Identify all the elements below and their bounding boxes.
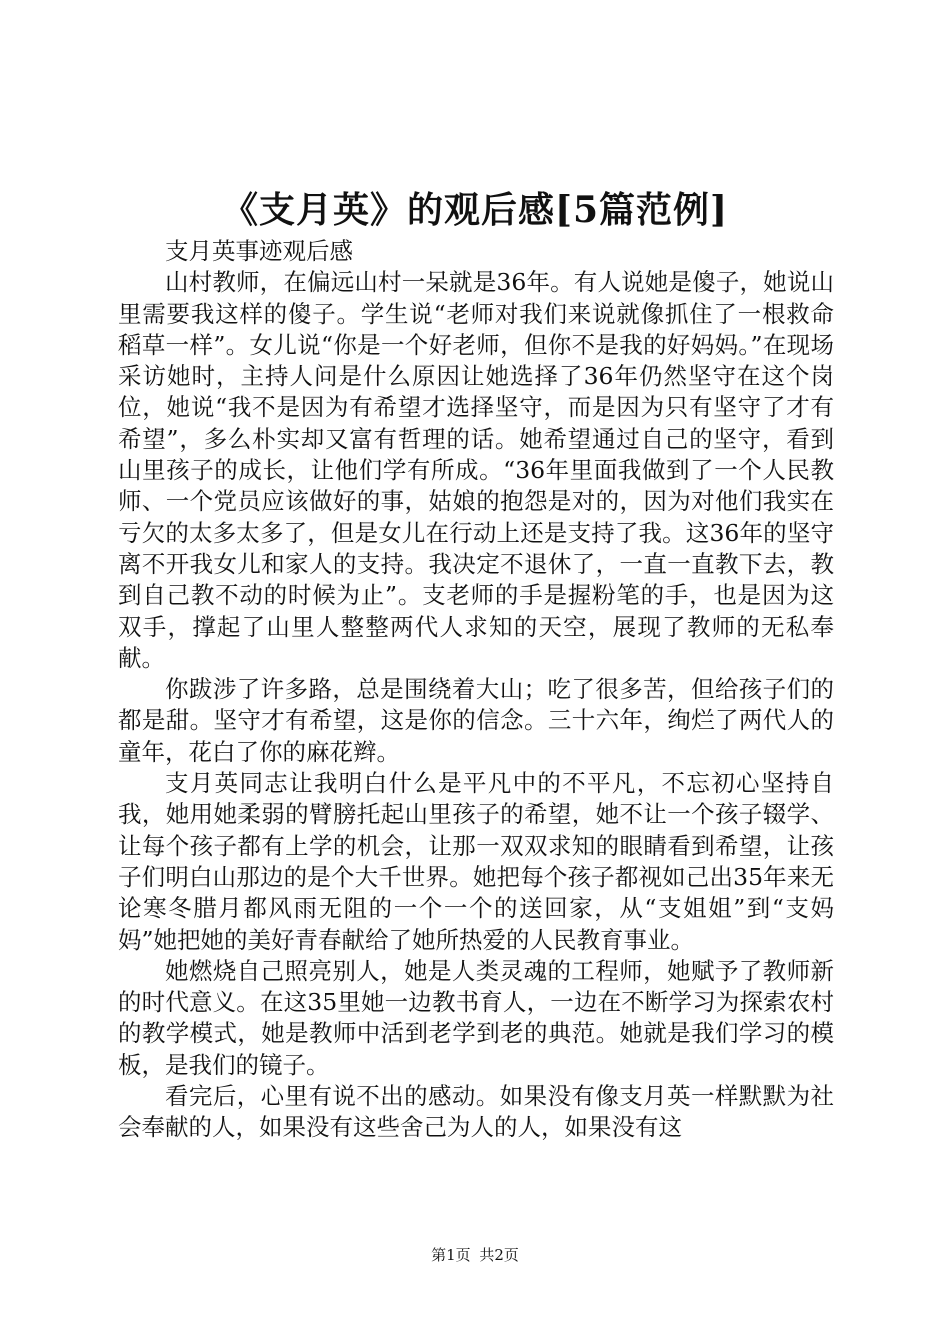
paragraph: 你跋涉了许多路，总是围绕着大山；吃了很多苦，但给孩子们的都是甜。坚守才有希望，这是你的信念。三十六年，绚烂了两代人的童年，花白了你的麻花辫。 xyxy=(118,675,834,766)
paragraph: 看完后，心里有说不出的感动。如果没有像支月英一样默默为社会奉献的人，如果没有这些舍己为人的人，如果没有这 xyxy=(118,1082,834,1142)
page-total: 共2页 xyxy=(479,1246,519,1264)
page-number: 第1页 xyxy=(431,1246,471,1264)
paragraph: 她燃烧自己照亮别人，她是人类灵魂的工程师，她赋予了教师新的时代意义。在这35里她一边教书育人，一边在不断学习为探索农村的教学模式，她是教师中活到老学到老的典范。她就是我们学习的模板，是我们的镜子。 xyxy=(118,956,834,1079)
paragraph: 支月英同志让我明白什么是平凡中的不平凡，不忘初心坚持自我，她用她柔弱的臂膀托起山里孩子的希望，她不让一个孩子辍学、让每个孩子都有上学的机会，让那一双双求知的眼睛看到希望，让孩子们明白山那边的是个大千世界。她把每个孩子都视如己出35年来无论寒冬腊月都风雨无阻的一个一个的送回家，从“支姐姐”到“支妈妈”她把她的美好青春献给了她所热爱的人民教育事业。 xyxy=(118,769,834,954)
paragraph-subtitle: 支月英事迹观后感 xyxy=(165,237,353,265)
document-body xyxy=(118,236,834,1144)
page-footer xyxy=(0,1245,950,1265)
document-title: 《支月英》的观后感[5篇范例] xyxy=(221,189,729,231)
paragraph: 山村教师，在偏远山村一呆就是36年。有人说她是傻子，她说山里需要我这样的傻子。学生说“老师对我们来说就像抓住了一根救命稻草一样”。女儿说“你是一个好老师，但你不是我的好妈妈。”在现场采访她时，主持人问是什么原因让她选择了36年仍然坚守在这个岗位，她说“我不是因为有希望才选择坚守，而是因为只有坚守了才有希望”，多么朴实却又富有哲理的话。她希望通过自己的坚守，看到山里孩子的成长，让他们学有所成。“36年里面我做到了一个人民教师、一个党员应该做好的事，姑娘的抱怨是对的，因为对他们我实在亏欠的太多太多了，但是女儿在行动上还是支持了我。这36年的坚守离不开我女儿和家人的支持。我决定不退休了，一直一直教下去，教到自己教不动的时候为止”。支老师的手是握粉笔的手，也是因为这双手，撑起了山里人整整两代人求知的天空，展现了教师的无私奉献。 xyxy=(118,268,834,672)
